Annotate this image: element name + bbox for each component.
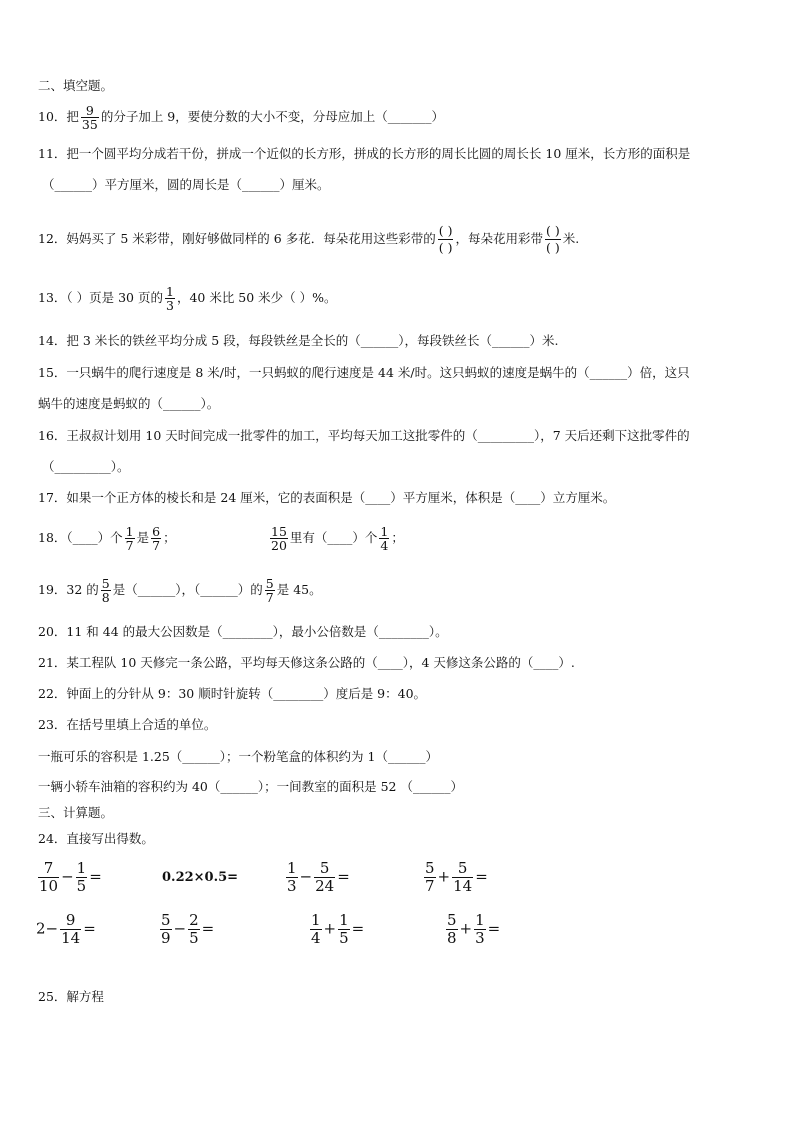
q22-text: 钟面上的分针从 9：30 顺时针旋转（________）度后是 9：40。	[66, 686, 427, 701]
numerator: 5	[447, 911, 457, 929]
question-number: 23．	[38, 717, 67, 732]
denominator: 7	[125, 538, 134, 553]
fraction	[76, 860, 88, 895]
q15-line-1: 一只蜗牛的爬行速度是 8 米/时，一只蚂蚁的爬行速度是 44 米/时。这只蚂蚁的速度是蜗牛的（______）倍，这只	[66, 365, 690, 380]
fraction	[188, 912, 200, 947]
denominator: 14	[453, 877, 473, 895]
fraction	[379, 525, 389, 552]
fraction	[81, 104, 99, 131]
numerator: 1	[76, 859, 87, 877]
denominator: 5	[339, 929, 349, 947]
calc-expression-2: 0.22×0.5=	[162, 870, 239, 885]
calc-expression-5	[36, 912, 96, 947]
question-number: 15．	[38, 365, 67, 380]
question-number: 10．	[38, 109, 67, 124]
section-title: 三、计算题。	[38, 805, 114, 820]
numerator: 9	[85, 103, 94, 118]
q25-text: 解方程	[66, 989, 104, 1004]
q18-text-e: ；	[391, 530, 404, 545]
equals-sign: =	[337, 867, 350, 886]
denominator: 7	[425, 877, 435, 895]
blank-fraction	[438, 223, 454, 256]
question-number: 17．	[38, 490, 67, 505]
operator: −	[173, 919, 187, 938]
denominator-blank: ( )	[545, 240, 560, 255]
operator: +	[323, 919, 337, 938]
numerator-blank: ( )	[438, 223, 453, 238]
q17-text: 如果一个正方体的棱长和是 24 厘米，它的表面积是（____）平方厘米，体积是（____）立方厘米。	[66, 490, 616, 505]
denominator: 8	[447, 929, 457, 947]
q11-line-1: 把一个圆平均分成若干份，拼成一个近似的长方形，拼成的长方形的周长比圆的周长长 10 厘米，长方形的面积是	[66, 146, 691, 161]
q18-text-d: 里有（____）个	[289, 530, 378, 545]
numerator: 5	[161, 911, 171, 929]
numerator: 1	[287, 859, 297, 877]
calc-expression-4	[422, 860, 488, 895]
fraction	[310, 912, 322, 947]
numerator: 1	[339, 911, 349, 929]
fraction	[38, 860, 59, 895]
fraction	[60, 912, 81, 947]
denominator: 3	[165, 298, 174, 313]
q19-text-a: 32 的	[66, 582, 99, 597]
q19-text-b: 是（______），（______）的	[112, 582, 263, 597]
question-number: 19．	[38, 582, 67, 597]
denominator-blank: ( )	[438, 240, 453, 255]
operator: −	[299, 867, 313, 886]
fraction	[270, 525, 288, 552]
q18-text-c: ；	[163, 530, 176, 545]
calc-expression-3	[284, 860, 350, 895]
numerator: 1	[380, 524, 389, 539]
fraction	[165, 285, 175, 312]
numerator: 5	[319, 859, 330, 877]
question-number: 13．	[38, 290, 67, 305]
denominator: 5	[76, 877, 87, 895]
operator: +	[459, 919, 473, 938]
question-number: 14．	[38, 333, 67, 348]
q18-text-a: （____）个	[66, 530, 123, 545]
question-22	[38, 686, 426, 702]
fraction	[474, 912, 486, 947]
denominator: 4	[380, 538, 389, 553]
denominator: 35	[81, 117, 98, 132]
operator: −	[61, 867, 74, 886]
q14-text: 把 3 米长的铁丝平均分成 5 段，每段铁丝是全长的（______），每段铁丝长（______）米.	[66, 333, 559, 348]
fraction	[151, 525, 161, 552]
numerator: 1	[311, 911, 321, 929]
numerator: 1	[165, 284, 174, 299]
q10-text-b: 的分子加上 9，要使分数的大小不变，分母应加上（_______）	[100, 109, 445, 124]
numerator: 15	[271, 524, 287, 539]
numerator: 7	[43, 859, 54, 877]
equals-sign: =	[89, 867, 102, 886]
denominator: 10	[39, 877, 59, 895]
denominator: 3	[475, 929, 485, 947]
equals-sign: =	[201, 919, 215, 938]
q20-text: 11 和 44 的最大公因数是（________），最小公倍数是（________）。	[66, 624, 448, 639]
q12-text-b: ，每朵花用彩带	[455, 231, 543, 246]
question-20	[38, 624, 448, 640]
fraction	[338, 912, 350, 947]
question-number: 25．	[38, 989, 67, 1004]
q12-text-c: 米.	[562, 231, 580, 246]
numerator: 5	[101, 576, 110, 591]
question-number: 21．	[38, 655, 67, 670]
question-15	[38, 365, 690, 381]
numerator: 5	[265, 576, 274, 591]
denominator: 14	[61, 929, 81, 947]
numerator: 6	[152, 524, 161, 539]
fraction	[452, 860, 473, 895]
calc-expression-1	[36, 860, 102, 895]
fraction	[314, 860, 335, 895]
denominator: 8	[101, 590, 110, 605]
q23-text: 在括号里填上合适的单位。	[66, 717, 217, 732]
q23-line-2: 一瓶可乐的容积是 1.25（______）；一个粉笔盒的体积约为 1（______）	[38, 749, 438, 764]
question-19	[38, 577, 322, 604]
fraction	[160, 912, 172, 947]
question-25	[38, 989, 104, 1005]
denominator: 9	[161, 929, 171, 947]
numerator: 1	[125, 524, 134, 539]
q13-text-b: ，40 米比 50 米少（ ）%。	[176, 290, 337, 305]
q13-text-a: （ ）页是 30 页的	[66, 290, 163, 305]
q12-text-a: 妈妈买了 5 米彩带，刚好够做同样的 6 多花．每朵花用这些彩带的	[66, 231, 436, 246]
question-number: 22．	[38, 686, 67, 701]
numerator: 5	[425, 859, 435, 877]
question-10	[38, 104, 444, 131]
q16-line-2: （_________）。	[42, 459, 130, 474]
q24-text: 直接写出得数。	[66, 831, 154, 846]
q19-text-c: 是 45。	[276, 582, 322, 597]
section-title: 二、填空题。	[38, 78, 114, 93]
denominator: 24	[315, 877, 335, 895]
blank-fraction	[545, 223, 561, 256]
question-24	[38, 831, 154, 847]
q23-line-3: 一辆小轿车油箱的容积约为 40（______）；一间教室的面积是 52 （______）	[38, 779, 463, 794]
question-21	[38, 655, 575, 671]
equals-sign: =	[351, 919, 365, 938]
question-11	[38, 146, 690, 162]
q16-line-1: 王叔叔计划用 10 天时间完成一批零件的加工，平均每天加工这批零件的（_________），7 天后还剩下这批零件的	[66, 428, 690, 443]
denominator: 5	[189, 929, 199, 947]
equals-sign: =	[83, 919, 96, 938]
equals-sign: =	[475, 867, 488, 886]
operator: +	[437, 867, 451, 886]
fraction	[125, 525, 135, 552]
question-18-part-2	[268, 525, 404, 552]
question-number: 18．	[38, 530, 67, 545]
fraction	[424, 860, 436, 895]
question-number: 24．	[38, 831, 67, 846]
q15-line-2: 蜗牛的速度是蚂蚁的（______）。	[38, 396, 220, 411]
q11-line-2: （______）平方厘米，圆的周长是（______）厘米。	[42, 177, 330, 192]
numerator: 2	[189, 911, 199, 929]
question-12	[38, 223, 579, 256]
question-14	[38, 333, 558, 349]
fraction	[101, 577, 111, 604]
question-number: 20．	[38, 624, 67, 639]
denominator: 20	[271, 538, 287, 553]
calc-expression-6	[158, 912, 214, 947]
numerator: 9	[65, 911, 76, 929]
numerator: 5	[457, 859, 468, 877]
fraction	[286, 860, 298, 895]
denominator: 3	[287, 877, 297, 895]
question-16	[38, 428, 690, 444]
numerator: 1	[475, 911, 485, 929]
denominator: 7	[152, 538, 161, 553]
question-17	[38, 490, 615, 506]
denominator: 7	[265, 590, 274, 605]
question-number: 16．	[38, 428, 67, 443]
question-18	[38, 525, 176, 552]
q18-text-b: 是	[136, 530, 150, 545]
denominator: 4	[311, 929, 321, 947]
calc-expression-7	[308, 912, 364, 947]
question-13	[38, 285, 337, 312]
leading-term: 2−	[36, 919, 59, 938]
calc-expression-8	[444, 912, 500, 947]
fraction	[265, 577, 275, 604]
numerator-blank: ( )	[545, 223, 560, 238]
fraction	[446, 912, 458, 947]
question-23	[38, 717, 216, 733]
equals-sign: =	[487, 919, 501, 938]
q21-text: 某工程队 10 天修完一条公路，平均每天修这条公路的（____），4 天修这条公路的（____）.	[66, 655, 575, 670]
question-number: 12．	[38, 231, 67, 246]
question-number: 11．	[38, 146, 67, 161]
q10-text-a: 把	[66, 109, 79, 124]
